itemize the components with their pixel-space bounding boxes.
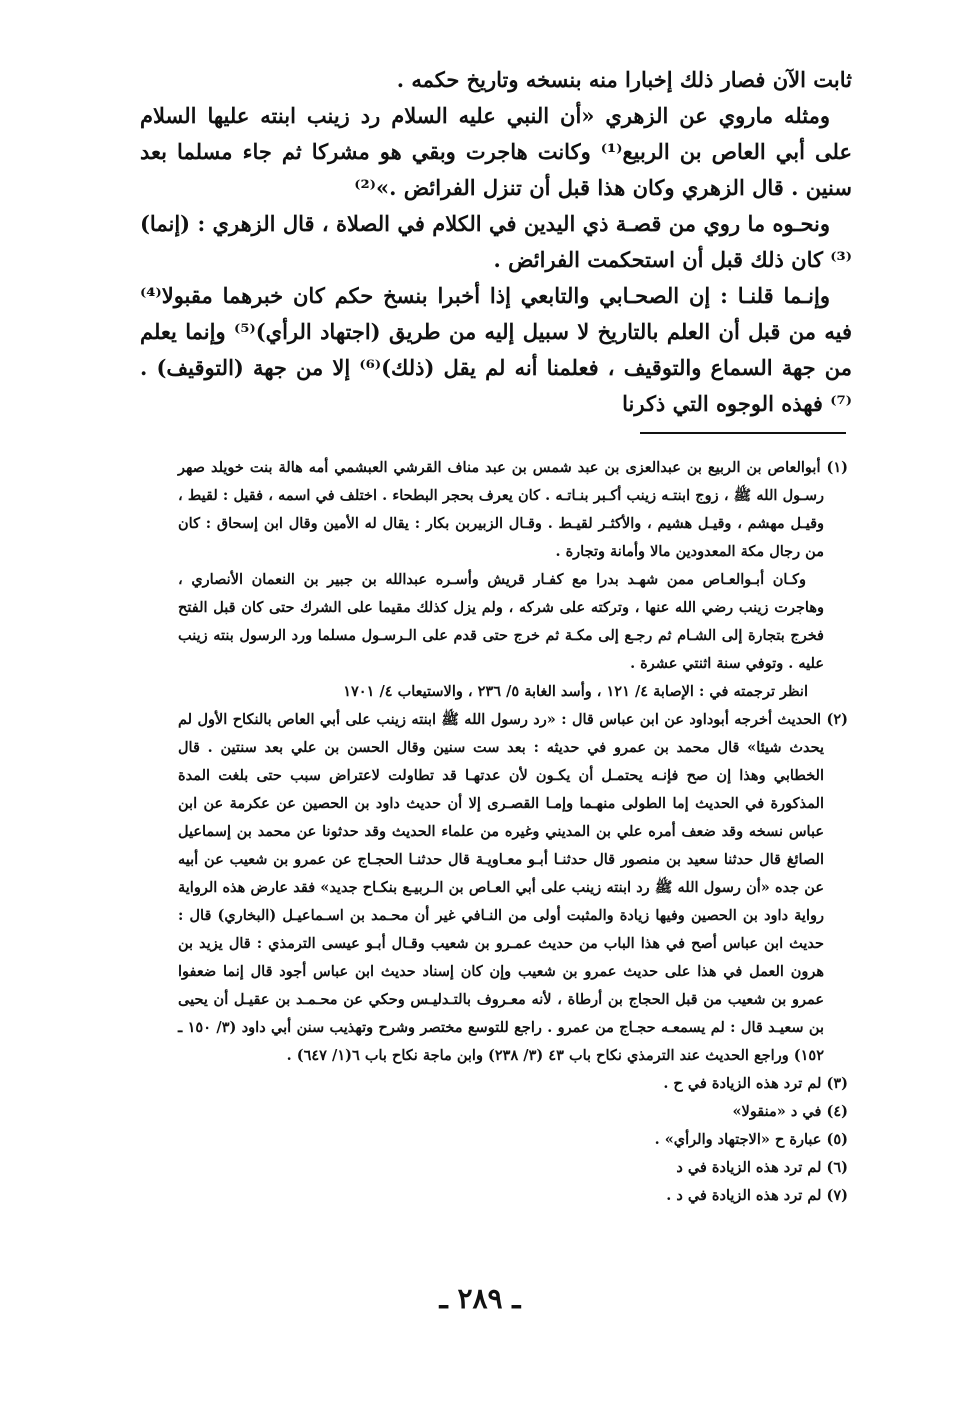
footnote-2: (٢) الحديث أخرجه أبوداود عن ابن عباس قال : «رد رسول الله ﷺ ابنته زينب على أبي العاص بالنكاح الأول لم يحدث شيئا» قال محمد بن عمرو في حديثه : بعد ست سنين وقال الحسن بن علي بعد سنتين . قال الخطابي وهذا إن صح فإنـه يحتمـل أن يكـون لأن عدتهـا قد تطاولت لاعتراض سبب حتى بلغت المدة المذكورة في الحديث إما الطولى منهـما وإمـا القصـرى إلا أن حديث داود بن الحصين عن عكرمة عن ابن عباس نسخه وقد ضعف أمره علي بن المديني وغيره من علماء الحديث وقد حدثونا عن محمد بن إسماعيل الصائغ قال حدثنا سعيد بن منصور قال حدثنـا أبـو معـاويـة قال حدثنـا الحجـاج عن عمرو بن شعيب عن أبيه عن جده «أن رسول الله ﷺ رد ابنته زينب على أبي العـاص بن الـربيـع بنكـاح جديد» فقد عارض هذه الرواية رواية داود بن الحصين وفيها زيادة والمثبت أولى من النـافي غير أن محـمد بن اسـماعيـل (البخاري) قال : حديث ابن عباس أصح في هذا الباب من حديث عمـرو بن شعيب وقـال أبـو عيسى الترمذي : قال يزيد بن هرون العمل في هذا على حديث عمرو بن شعيب وإن كان إسناد حديث ابن عباس أجود قال إنما ضعفوا عمرو بن شعيب من قبل الحجاج بن أرطاة ، لأنه معـروف بالتـدليـس وحكي عن محـمـد بن عقيـل أن يحيى بن سعيـد قال : لم يسمعـه حجـاج من عمرو . راجع للتوسع مختصر وشرح وتهذيب سنن أبي داود (٣/ ١٥٠ ـ ١٥٢) وراجع الحديث عند الترمذي نكاح باب ٤٣ (٣/ ٢٣٨) وابن ماجة نكاح باب ٦(١/ ٦٤٧) . (178, 711, 848, 1064)
footnote-7: (٧) لم ترد هذه الزيادة في د . (666, 1187, 848, 1204)
footnote-1: (١) أبوالعاص بن الربيع بن عبدالعزى بن عبد شمس بن عبد مناف القرشي العبشمي أمه هالة بنت خويلد صهر رسـول الله ﷺ ، زوج ابنتـه زينب أكـبر بنـاتـه . كان يعرف بحجر البطحاء . اختلف في اسمه ، فقيل : لقيط ، وقيـل مهشم ، وقيـل هشيم ، والأكثـر لقيـط . وقـال الزبيربن بكار : يقال له الأمين وقال ابن إسحاق : كان من رجال مكة المعدودين مالا وأمانة وتجارة . (178, 459, 848, 560)
footnote-5: (٥) عبارة ح «الاجتهاد والرأي» . (654, 1131, 848, 1148)
main-text (140, 62, 852, 422)
page-number: ـ ٢٨٩ ـ (439, 1282, 521, 1315)
footnote-1-references: انظر ترجمته في : الإصابة ٤/ ١٢١ ، وأسد الغابة ٥/ ٢٣٦ ، والاستيعاب ٤/ ١٧٠١ (343, 683, 808, 700)
footnotes (178, 454, 848, 1210)
footnote-divider (640, 432, 846, 434)
main-paragraph-2: ومثله ماروي عن الزهري «أن النبي عليه السلام رد زينب ابنته عليها السلام على أبي العاص بن الربيع⁽¹⁾ وكانت هاجرت وبقي هو مشركا ثم جاء مسلما بعد سنين . قال الزهري وكان هذا قبل أن تنزل الفرائض .»⁽²⁾ (140, 103, 852, 200)
footnote-1-continued: وكـان أبـوالعـاص ممن شهـد بدرا مع كفـار قريش وأسـره عبدالله بن جبير بن النعمان الأنصاري ، وهاجرت زينب رضي الله عنها ، وتركته على شركه ، ولم يزل كذلك مقيما على الشرك حتى كان قبل الفتح فخرج بتجارة إلى الشـام ثم رجـع إلى مكـة ثم خرج حتى قدم على الـرسـول مسلما ورد الرسول بنته زينب عليه . وتوفي سنة اثنتي عشرة . (178, 571, 824, 672)
main-paragraph-4: وإنـما قلنـا : إن الصحـابي والتابعي إذا أخبرا بنسخ حكم كان خبرهما مقبولا⁽⁴⁾ فيه من قبل أن العلم بالتاريخ لا سبيل إليه من طريق (اجتهاد الرأي)⁽⁵⁾ وإنما يعلم من جهة السماع والتوقيف ، فعلمنا أنه لم يقل (ذلك)⁽⁶⁾ إلا من جهة (التوقيف) . ⁽⁷⁾ فهذه الوجوه التي ذكرنا (140, 283, 852, 416)
main-paragraph-1: ثابت الآن فصار ذلك إخبارا منه بنسخه وتاريخ حكمه . (396, 67, 852, 92)
footnote-4: (٤) في د «منقولا» (732, 1103, 848, 1120)
footnote-6: (٦) لم ترد هذه الزيادة في د (676, 1159, 848, 1176)
footnote-3: (٣) لم ترد هذه الزيادة في ح . (663, 1075, 848, 1092)
main-paragraph-3: ونحـوه ما روي من قصـة ذي اليدين في الكلام في الصلاة ، قال الزهري : (إنما)⁽³⁾ كان ذلك قبل أن استحكمت الفرائض . (140, 211, 852, 272)
